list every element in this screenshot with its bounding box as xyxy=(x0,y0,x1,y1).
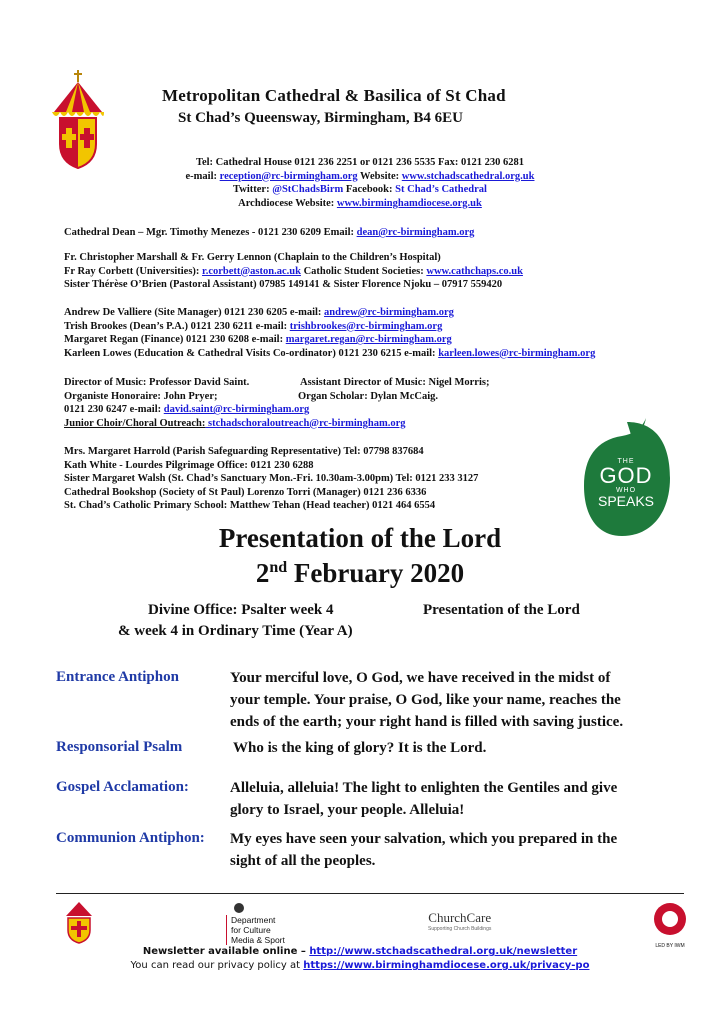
entrance-antiphon-text: Your merciful love, O God, we have received in the midst of your temple. Your praise, O God, like your name, reaches the ends of the earth; your right hand is filled with saving justice. xyxy=(230,670,624,730)
list-item: Cathedral Bookshop (Society of St Paul) Lorenzo Torri (Manager) 0121 236 6336 xyxy=(64,486,427,498)
choral-outreach-email-link[interactable]: stchadschoraloutreach@rc-birmingham.org xyxy=(205,417,406,429)
psalter-week: Divine Office: Psalter week 4 xyxy=(148,602,334,618)
email-website-line: e-mail: reception@rc-birmingham.org Website: www.stchadscathedral.org.uk xyxy=(185,170,535,182)
staff-block xyxy=(64,306,595,360)
communion-antiphon-text: My eyes have seen your salvation, which you prepared in the sight of all the peoples. xyxy=(230,831,618,869)
newsletter-link[interactable]: http://www.stchadscathedral.org.uk/newsletter xyxy=(309,946,578,957)
music-block: Director of Music: Professor David Saint. Assistant Director of Music: Nigel Morris; Organiste Honoraire: John Pryer; Organ Scholar: Dylan McCaig. 0121 230 6247 e-mail: david.saint@rc-birmingham.org Junior Choir/Choral Outreach: stchadschoraloutreach@rc-birmingham.org xyxy=(64,377,490,429)
website-link[interactable]: www.stchadscathedral.org.uk xyxy=(401,170,535,182)
list-item: Andrew De Valliere (Site Manager) 0121 230 6205 e-mail: andrew@rc-birmingham.org xyxy=(64,307,454,318)
god-who-speaks-logo: THE GOD WHO SPEAKS xyxy=(582,414,672,538)
privacy-policy-link[interactable]: https://www.birminghamdiocese.org.uk/privacy-po xyxy=(303,960,590,971)
archdiocese-link[interactable]: www.birminghamdiocese.org.uk xyxy=(336,197,482,209)
contact-block xyxy=(0,156,720,210)
list-item: Trish Brookes (Dean’s P.A.) 0121 230 6211 e-mail: trishbrookes@rc-birmingham.org xyxy=(64,320,443,332)
newsletter-line: Newsletter available online – http://www.stchadscathedral.org.uk/newsletter xyxy=(142,946,578,957)
list-item: Sister Margaret Walsh (St. Chad’s Sanctuary Mon.-Fri. 10.30am-3.00pm) Tel: 0121 233 3127 xyxy=(64,473,479,484)
responsorial-psalm-label: Responsorial Psalm xyxy=(56,739,183,755)
clergy-block: Fr. Christopher Marshall & Fr. Gerry Lennon (Chaplain to the Children’s Hospital) Fr Ray Corbett (Universities): r.corbett@aston.ac.uk Catholic Student Societies: www.cathchaps.co.uk Sister Thérèse O’Brien (Pastoral Assistant) 07985 149141 & Sister Florence Njoku – 07917 559420 xyxy=(64,252,523,290)
gospel-acclamation-label: Gospel Acclamation: xyxy=(56,779,189,795)
gospel-acclamation-text: Alleluia, alleluia! The light to enlighten the Gentiles and give glory to Israel, your people. Alleluia! xyxy=(230,780,618,818)
dean-line: Cathedral Dean – Mgr. Timothy Menezes - 0121 230 6209 Email: dean@rc-birmingham.org xyxy=(64,227,475,238)
twitter-handle[interactable]: @StChadsBirm xyxy=(272,184,344,195)
list-item: St. Chad’s Catholic Primary School: Matthew Tehan (Head teacher) 0121 464 6554 xyxy=(64,500,436,511)
office-feast-name: Presentation of the Lord xyxy=(423,602,580,618)
staff-email-link[interactable]: trishbrookes@rc-birmingham.org xyxy=(289,320,443,332)
privacy-line: You can read our privacy policy at https://www.birminghamdiocese.org.uk/privacy-po xyxy=(130,960,590,971)
communion-antiphon-label: Communion Antiphon: xyxy=(56,830,205,846)
dean-email-link[interactable]: dean@rc-birmingham.org xyxy=(356,227,475,238)
social-line: Twitter: @StChadsBirm Facebook: St Chad’s Cathedral xyxy=(233,184,487,195)
music-email-link[interactable]: david.saint@rc-birmingham.org xyxy=(163,404,310,415)
cathchaps-link[interactable]: www.cathchaps.co.uk xyxy=(426,265,523,277)
corbett-email-link[interactable]: r.corbett@aston.ac.uk xyxy=(202,265,301,277)
responsorial-psalm-text: Who is the king of glory? It is the Lord. xyxy=(233,740,487,756)
cathedral-tel: Tel: Cathedral House 0121 236 2251 or 0121 236 5535 Fax: 0121 230 6281 xyxy=(195,157,525,168)
churchcare-logo: ChurchCare Supporting Church Buildings xyxy=(428,910,492,932)
list-item: Karleen Lowes (Education & Cathedral Visits Co-ordinator) 0121 230 6215 e-mail: karleen.lowes@rc-birmingham.org xyxy=(64,347,596,359)
archdiocese-line: Archdiocese Website: www.birminghamdiocese.org.uk xyxy=(238,197,482,209)
ordinary-time: & week 4 in Ordinary Time (Year A) xyxy=(118,623,353,639)
reception-email-link[interactable]: reception@rc-birmingham.org xyxy=(219,170,358,182)
royal-crest-icon xyxy=(234,903,244,913)
cathedral-crest-small-logo xyxy=(62,900,96,944)
staff-email-link[interactable]: andrew@rc-birmingham.org xyxy=(324,307,454,318)
facebook-page[interactable]: St Chad’s Cathedral xyxy=(395,184,487,195)
list-item: Margaret Regan (Finance) 0121 230 6208 e-mail: margaret.regan@rc-birmingham.org xyxy=(64,334,452,345)
list-item: Kath White - Lourdes Pilgrimage Office: 0121 230 6288 xyxy=(64,459,314,471)
cathedral-title: Metropolitan Cathedral & Basilica of St Chad xyxy=(162,86,506,105)
staff-email-link[interactable]: margaret.regan@rc-birmingham.org xyxy=(285,334,452,345)
entrance-antiphon-label: Entrance Antiphon xyxy=(56,669,179,685)
feast-date: 2nd February 2020 xyxy=(255,558,465,588)
feast-title: Presentation of the Lord xyxy=(218,523,502,553)
cathedral-address: St Chad’s Queensway, Birmingham, B4 6EU xyxy=(178,110,463,126)
dcms-logo: Department for Culture Media & Sport xyxy=(226,903,285,945)
footer-divider xyxy=(56,893,684,894)
wwi-centenary-logo: LED BY IWM xyxy=(650,902,690,948)
staff-email-link[interactable]: karleen.lowes@rc-birmingham.org xyxy=(438,347,596,359)
list-item: Mrs. Margaret Harrold (Parish Safeguarding Representative) Tel: 07798 837684 xyxy=(64,446,424,457)
others-block xyxy=(64,445,478,513)
